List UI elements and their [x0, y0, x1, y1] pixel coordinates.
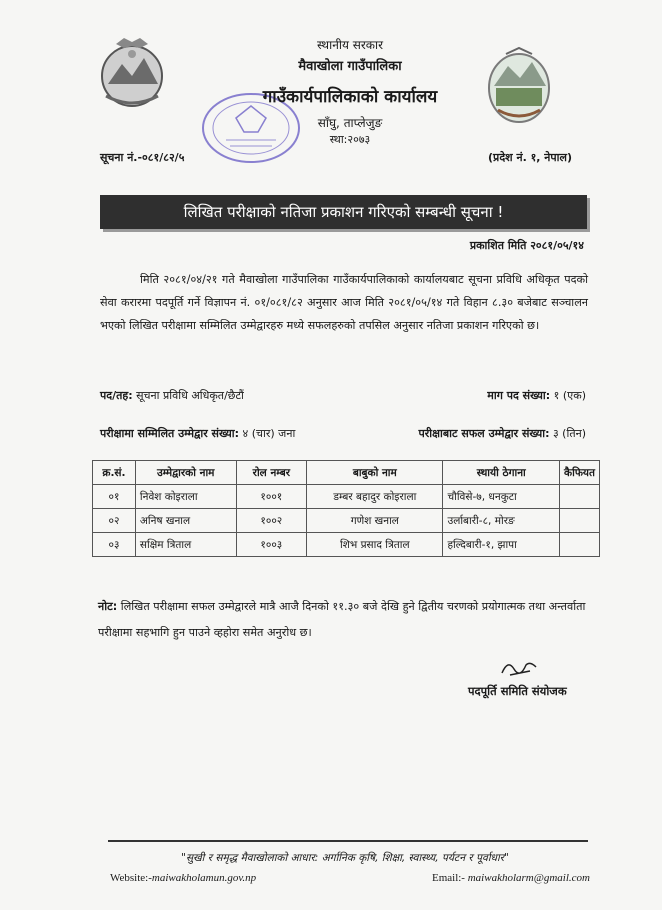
footer-email	[432, 872, 590, 884]
email-label: Email:-	[431, 872, 465, 884]
website-label: Website:-	[110, 872, 152, 884]
participants-info	[100, 426, 295, 441]
cell-sn: ०३	[93, 533, 136, 557]
col-address: स्थायी ठेगाना	[443, 461, 560, 485]
header-office-title: गाउँकार्यपालिकाको कार्यालय	[262, 87, 438, 107]
demand-label: माग पद संख्या:	[487, 389, 551, 402]
notice-paragraph: मिति २०८१/०४/२१ गते मैवाखोला गाउँपालिका गाउँकार्यपालिकाको कार्यालयबाट सूचना प्रविधि अधिकृत पदको सेवा करारमा पदपूर्ति गर्ने विज्ञापन नं. ०१/०८१/८२ अनुसार आज मिति २०८१/०५/१४ गते विहान ८.३० बजेबाट सञ्चालन भएको लिखित परीक्षामा सम्मिलित उम्मेद्वारहरु मध्ये सफलहरुको तपसिल अनुसार नतिजा प्रकाशन गरिएको छ।	[100, 273, 588, 332]
passed-info	[419, 426, 586, 441]
post-info	[100, 388, 244, 403]
note-block	[98, 594, 590, 646]
cell-roll: १००३	[236, 533, 307, 557]
cell-sn: ०१	[93, 485, 136, 509]
published-date: प्रकाशित मिति २०८१/०५/१४	[469, 239, 584, 252]
website-link[interactable]: maiwakholamun.gov.np	[151, 872, 257, 884]
header-address: साँघु, ताप्लेजुङ	[317, 116, 383, 130]
col-father: बाबुको नाम	[307, 461, 443, 485]
demand-value: १ (एक)	[553, 389, 586, 402]
cell-address: हल्दिबारी-१, झापा	[443, 533, 560, 557]
notice-number: सूचना नं.-०८१/८२/५	[100, 151, 185, 164]
header-established: स्था:२०७३	[329, 133, 371, 146]
post-value: सूचना प्रविधि अधिकृत/छैटौं	[136, 389, 244, 402]
nepal-government-emblem	[96, 36, 168, 114]
cell-sn: ०२	[93, 509, 136, 533]
col-name: उम्मेद्वारको नाम	[135, 461, 236, 485]
email-link[interactable]: maiwakholarm@gmail.com	[467, 872, 590, 884]
footer-divider	[108, 840, 588, 842]
col-remarks: कैफियत	[560, 461, 600, 485]
municipality-logo	[486, 46, 552, 124]
note-label: नोट:	[98, 600, 118, 613]
notice-title-banner: लिखित परीक्षाको नतिजा प्रकाशन गरिएको सम्बन्धी सूचना !	[100, 195, 587, 229]
col-sn: क्र.सं.	[93, 461, 136, 485]
cell-remarks	[560, 533, 600, 557]
passed-value: ३ (तिन)	[552, 427, 586, 440]
cell-father: डम्बर बहादुर कोइराला	[307, 485, 443, 509]
cell-name: सक्षिम त्रिताल	[135, 533, 236, 557]
col-roll: रोल नम्बर	[236, 461, 307, 485]
participants-value: ४ (चार) जना	[242, 427, 296, 440]
signer-title: पदपूर्ति समिति संयोजक	[468, 684, 567, 698]
footer-website	[110, 872, 256, 884]
cell-name: अनिष खनाल	[135, 509, 236, 533]
note-text: लिखित परीक्षामा सफल उम्मेद्वारले मात्रै आजै दिनको ११.३० बजे देखि हुने द्वितीय चरणको प्रयोगात्मक तथा अन्तर्वाता परीक्षामा सहभागि हुन पाउने व्हहोरा समेत अनुरोध छ।	[98, 600, 586, 639]
signature	[500, 655, 540, 679]
table-row	[93, 509, 600, 533]
cell-roll: १००२	[236, 509, 307, 533]
footer-motto: "सुखी र समृद्ध मैवाखोलाको आधार: अर्गानिक कृषि, शिक्षा, स्वास्थ्य, पर्यटन र पूर्वाधार"	[181, 852, 509, 864]
table-row	[93, 533, 600, 557]
cell-address: चौविसे-७, धनकुटा	[443, 485, 560, 509]
post-label: पद/तह:	[100, 389, 133, 402]
demand-info	[487, 388, 586, 403]
province-label: (प्रदेश नं. १, नेपाल)	[488, 151, 572, 164]
cell-address: उर्लाबारी-८, मोरङ	[443, 509, 560, 533]
cell-roll: १००१	[236, 485, 307, 509]
cell-father: गणेश खनाल	[307, 509, 443, 533]
cell-father: शिभ प्रसाद त्रिताल	[307, 533, 443, 557]
results-table	[92, 460, 600, 557]
cell-name: निवेश कोइराला	[135, 485, 236, 509]
participants-label: परीक्षामा सम्मिलित उम्मेद्वार संख्या:	[100, 427, 240, 440]
header-line-2: मैवाखोला गाउँपालिका	[298, 59, 402, 74]
cell-remarks	[560, 485, 600, 509]
table-header-row	[93, 461, 600, 485]
header-line-1: स्थानीय सरकार	[317, 38, 383, 52]
passed-label: परीक्षाबाट सफल उम्मेद्वार संख्या:	[418, 427, 550, 440]
cell-remarks	[560, 509, 600, 533]
table-row	[93, 485, 600, 509]
